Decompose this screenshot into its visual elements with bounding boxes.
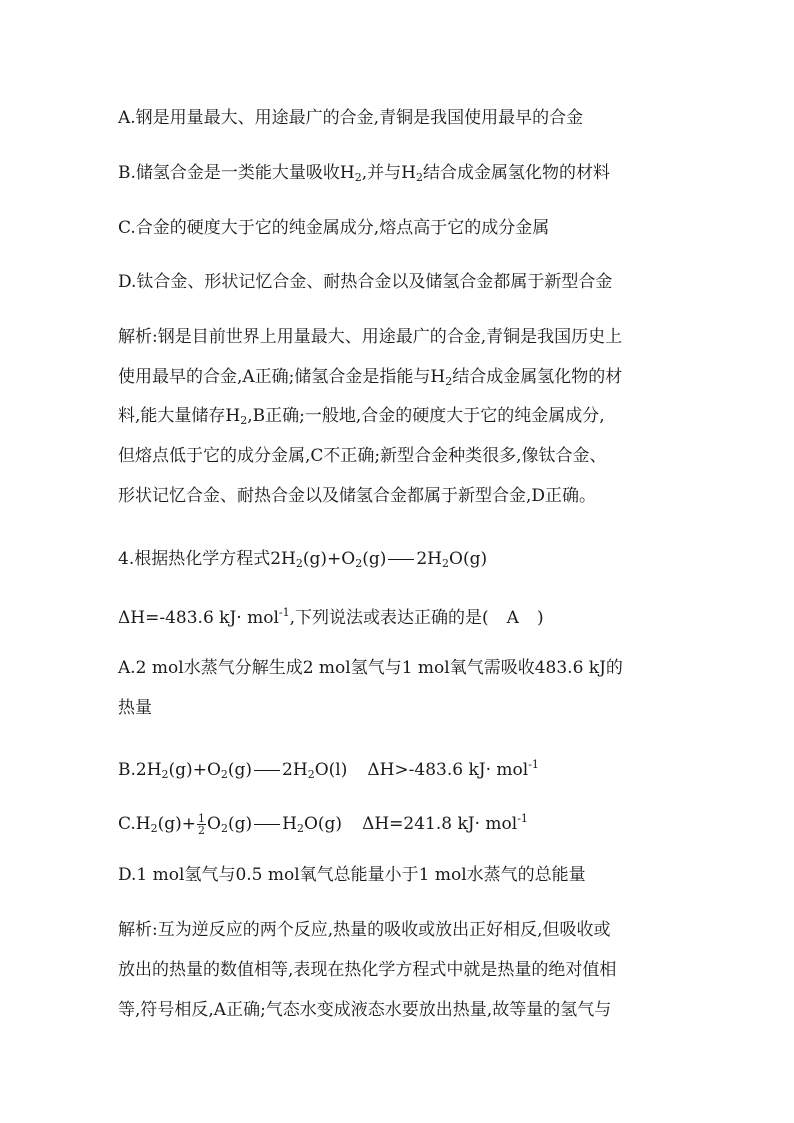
q3-explanation-line-5: 形状记忆合金、耐热合金以及储氢合金都属于新型合金,D正确。 <box>118 486 597 506</box>
q3-explanation-line-2: 使用最早的合金,A正确;储氢合金是指能与$H_2$结合成金属氢化物的材 <box>118 367 623 388</box>
q3-option-c: C.合金的硬度大于它的纯金属成分,熔点高于它的成分金属 <box>118 218 550 238</box>
answer-letter: A <box>506 608 519 628</box>
q3-explanation-line-1: 解析:钢是目前世界上用量最大、用途最广的合金,青铜是我国历史上 <box>118 327 623 347</box>
reaction-arrow <box>388 559 414 560</box>
q3-option-d: D.钛合金、形状记忆合金、耐热合金以及储氢合金都属于新型合金 <box>118 272 613 292</box>
reaction-arrow <box>254 824 280 825</box>
q4-option-a-line-2: 热量 <box>118 698 152 718</box>
q4-explanation-line-2: 放出的热量的数值相等,表现在热化学方程式中就是热量的绝对值相 <box>118 960 617 980</box>
q4-stem-enthalpy: ΔH=-483.6 kJ· mol$^{-1}$,下列说法或表达正确的是( A ) <box>118 606 544 628</box>
fraction-one-half: $\frac{1}{2}$ <box>198 812 206 837</box>
q4-option-b: $B.2H_2(g)+O_2(g)$ $2H_2O(l)$ ΔH>-483.6 kJ· mol$^{-1}$ <box>118 758 539 781</box>
q3-option-b: B.储氢合金是一类能大量吸收$H_2$,并与$H_2$结合成金属氢化物的材料 <box>118 163 610 184</box>
q4-explanation-line-1: 解析:互为逆反应的两个反应,热量的吸收或放出正好相反,但吸收或 <box>118 920 611 940</box>
q4-option-d: D.1 mol氢气与0.5 mol氧气总能量小于1 mol水蒸气的总能量 <box>118 865 586 885</box>
q3-option-a: A.钢是用量最大、用途最广的合金,青铜是我国使用最早的合金 <box>118 108 584 128</box>
q4-stem-equation: 4.根据热化学方程式$2H_2(g)+O_2(g)$ $2H_2O(g)$ <box>118 549 488 570</box>
q4-explanation-line-3: 等,符号相反,A正确;气态水变成液态水要放出热量,故等量的氢气与 <box>118 1000 612 1020</box>
q3-explanation-line-3: 料,能大量储存$H_2,B$正确;一般地,合金的硬度大于它的纯金属成分, <box>118 406 605 427</box>
q4-option-c: $C.H_2(g)+$ $\frac{1}{2}$ $O_2(g)$ $H_2O(g)$ ΔH=241.8 kJ· mol$^{-1}$ <box>118 812 528 837</box>
reaction-arrow <box>254 770 280 771</box>
q4-option-a-line-1: A.2 mol水蒸气分解生成2 mol氢气与1 mol氧气需吸收483.6 kJ的 <box>118 658 623 678</box>
q3-explanation-line-4: 但熔点低于它的成分金属,C不正确;新型合金种类很多,像钛合金、 <box>118 446 607 466</box>
